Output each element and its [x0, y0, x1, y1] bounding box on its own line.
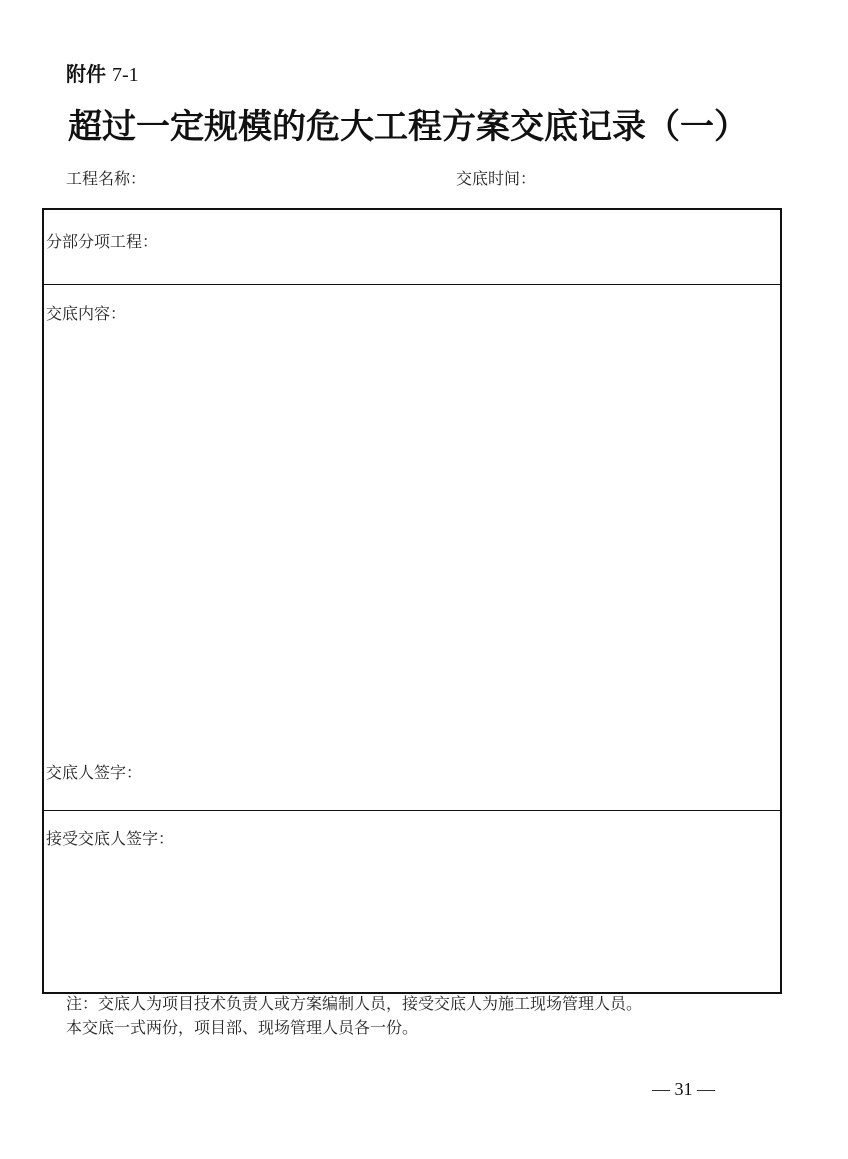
- content-label: 交底内容：: [46, 304, 127, 323]
- briefing-record-table: [42, 208, 782, 994]
- attachment-number: 7-1: [112, 64, 139, 86]
- footnote: [66, 992, 642, 1040]
- attachment-label: [66, 60, 139, 89]
- briefing-date-label: 交底时间：: [456, 169, 537, 188]
- page-title: 超过一定规模的危大工程方案交底记录（一）: [68, 107, 748, 147]
- receiver-row: [44, 811, 780, 992]
- briefer-signature-label: 交底人签字：: [46, 763, 143, 782]
- subproject-row: [44, 210, 780, 285]
- attachment-text: 附件: [66, 62, 106, 86]
- page-number: — 31 —: [652, 1079, 715, 1099]
- receiver-signature-label: 接受交底人签字：: [46, 829, 175, 848]
- project-name-label: 工程名称：: [66, 169, 147, 188]
- subproject-label: 分部分项工程：: [46, 232, 159, 251]
- footnote-line-1: 注：交底人为项目技术负责人或方案编制人员，接受交底人为施工现场管理人员。: [66, 994, 643, 1013]
- footnote-line-2: 本交底一式两份，项目部、现场管理人员各一份。: [66, 1018, 419, 1037]
- content-row: [44, 285, 780, 811]
